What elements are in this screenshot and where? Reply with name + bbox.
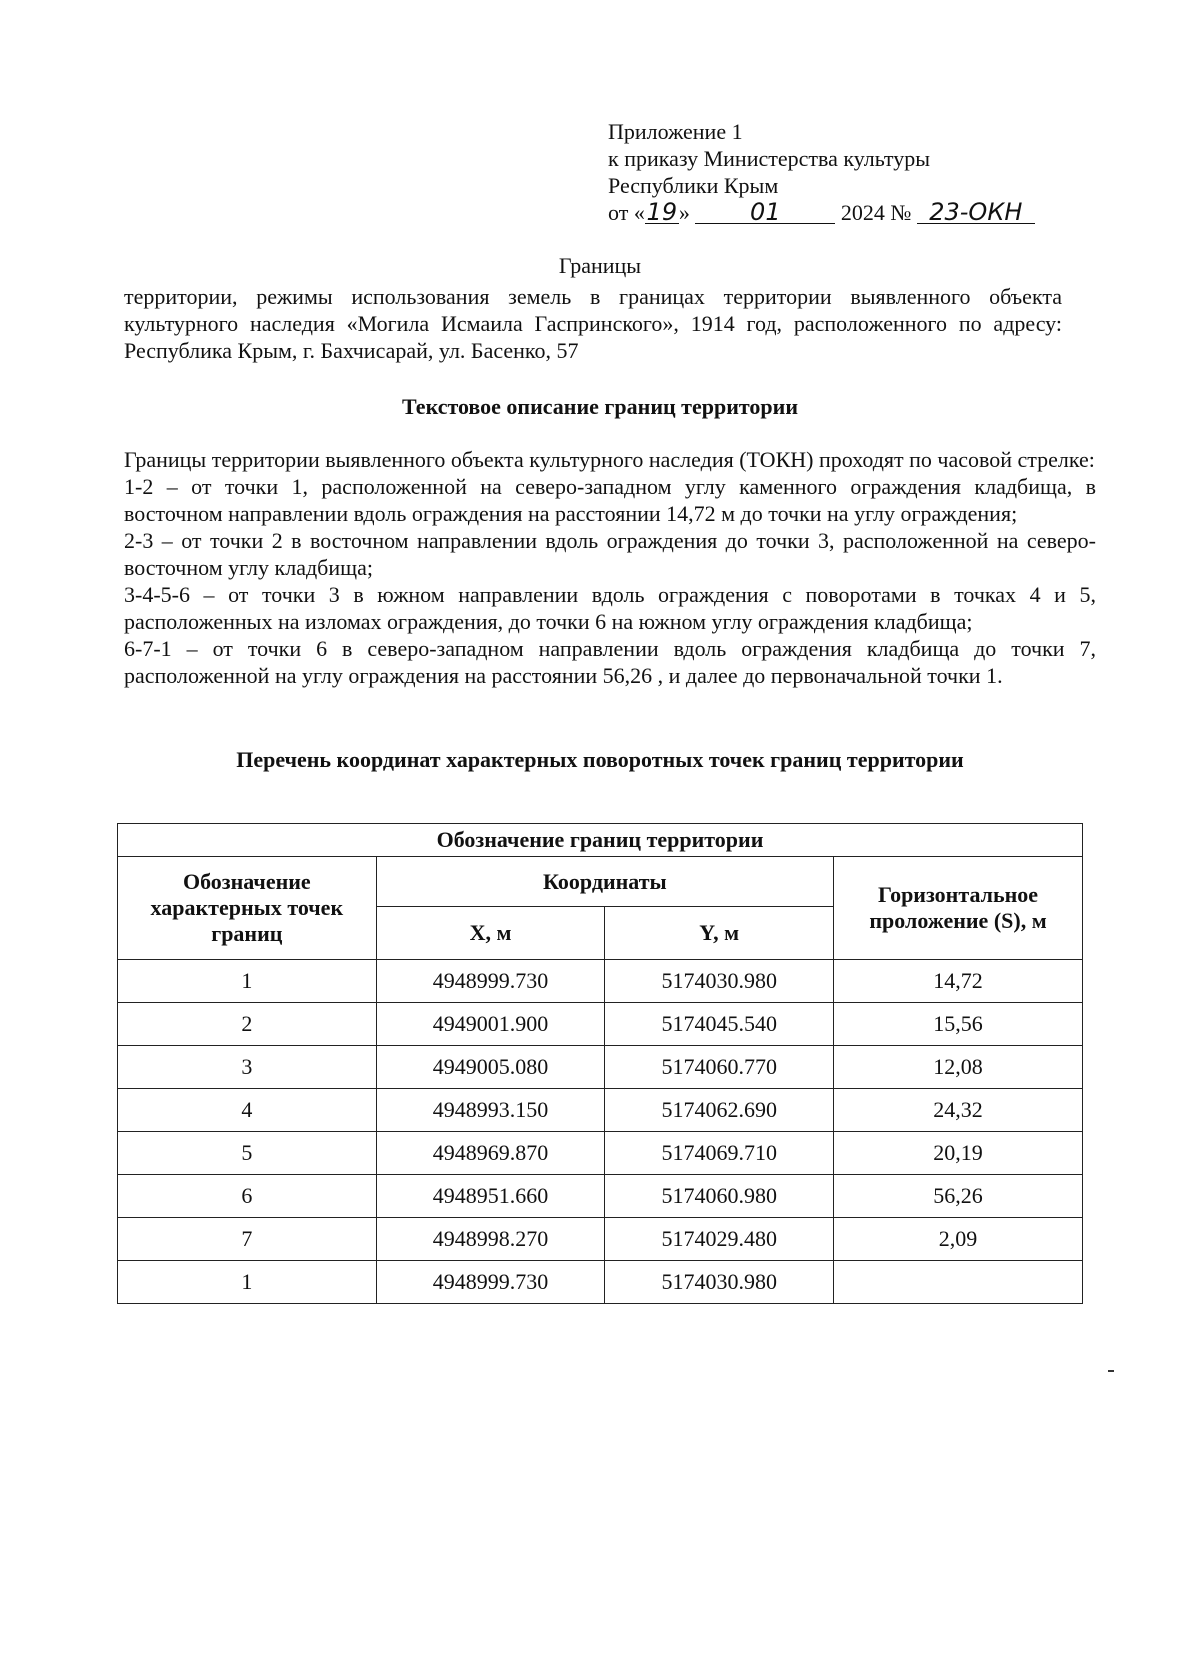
document-title: Границы: [558, 253, 642, 278]
appendix-header: [608, 118, 1035, 226]
cell-point: 1: [118, 1261, 377, 1304]
description-segment-1-2: 1-2 – от точки 1, расположенной на северо-западном углу каменного ограждения кладбища, в восточном направлении вдоль ограждения на расстоянии 14,72 м до точки на углу ограждения;: [124, 474, 1096, 526]
date-prefix: от «: [608, 200, 645, 225]
date-day-suffix: »: [678, 200, 690, 225]
table-row: [118, 960, 1083, 1003]
header-y: Y, м: [605, 907, 834, 960]
cell-distance: 24,32: [834, 1089, 1083, 1132]
cell-x: 4948969.870: [376, 1132, 605, 1175]
boundary-description: [124, 446, 1096, 689]
cell-y: 5174069.710: [605, 1132, 834, 1175]
cell-x: 4948999.730: [376, 960, 605, 1003]
cell-y: 5174029.480: [605, 1218, 834, 1261]
table-row: [118, 1261, 1083, 1304]
handwritten-day: 19: [646, 198, 678, 226]
cell-y: 5174060.980: [605, 1175, 834, 1218]
section-heading-description: Текстовое описание границ территории: [401, 394, 799, 419]
cell-distance: 56,26: [834, 1175, 1083, 1218]
cell-x: 4948999.730: [376, 1261, 605, 1304]
cell-point: 7: [118, 1218, 377, 1261]
cell-point: 3: [118, 1046, 377, 1089]
header-distance: Горизонтальное проложение (S), м: [834, 857, 1083, 960]
table-row: [118, 1089, 1083, 1132]
header-x: X, м: [376, 907, 605, 960]
cell-distance: 14,72: [834, 960, 1083, 1003]
table-caption: Обозначение границ территории: [118, 824, 1083, 857]
handwritten-month: 01: [695, 201, 835, 224]
section-heading-coordinates: Перечень координат характерных поворотных точек границ территории: [236, 747, 964, 772]
header-point: Обозначение характерных точек границ: [118, 857, 377, 960]
cell-y: 5174060.770: [605, 1046, 834, 1089]
description-segment-3-6: 3-4-5-6 – от точки 3 в южном направлении вдоль ограждения с поворотами в точках 4 и 5, расположенных на изломах ограждения, до точки 6 на южном углу ограждения кладбища;: [124, 582, 1096, 634]
cell-point: 4: [118, 1089, 377, 1132]
cell-distance: 12,08: [834, 1046, 1083, 1089]
cell-distance: 15,56: [834, 1003, 1083, 1046]
cell-y: 5174030.980: [605, 1261, 834, 1304]
cell-x: 4948951.660: [376, 1175, 605, 1218]
cell-point: 1: [118, 960, 377, 1003]
table-row: [118, 1218, 1083, 1261]
cell-x: 4948998.270: [376, 1218, 605, 1261]
order-reference: к приказу Министерства культуры: [608, 146, 931, 171]
cell-point: 2: [118, 1003, 377, 1046]
cell-distance: [834, 1261, 1083, 1304]
table-row: [118, 1132, 1083, 1175]
date-year: 2024 №: [840, 200, 912, 225]
cell-y: 5174045.540: [605, 1003, 834, 1046]
order-date-line: [608, 199, 1035, 226]
appendix-label: Приложение 1: [608, 119, 743, 144]
description-intro: Границы территории выявленного объекта культурного наследия (ТОКН) проходят по часовой стрелке:: [124, 447, 1095, 472]
cell-distance: 20,19: [834, 1132, 1083, 1175]
table-row: [118, 1175, 1083, 1218]
scan-artifact: [1108, 1370, 1114, 1372]
cell-point: 5: [118, 1132, 377, 1175]
table-row: [118, 1003, 1083, 1046]
description-segment-6-1: 6-7-1 – от точки 6 в северо-западном направлении вдоль ограждения кладбища до точки 7, расположенной на углу ограждения на расстоянии 56,26 , и далее до первоначальной точки 1.: [124, 636, 1096, 688]
cell-y: 5174062.690: [605, 1089, 834, 1132]
republic-label: Республики Крым: [608, 173, 779, 198]
cell-point: 6: [118, 1175, 377, 1218]
handwritten-order-number: 23-ОКН: [917, 201, 1035, 224]
table-row: [118, 1046, 1083, 1089]
cell-y: 5174030.980: [605, 960, 834, 1003]
coordinates-table: [117, 823, 1083, 1304]
description-segment-2-3: 2-3 – от точки 2 в восточном направлении вдоль ограждения до точки 3, расположенной на северо-восточном углу кладбища;: [124, 528, 1096, 580]
document-subtitle: территории, режимы использования земель в границах территории выявленного объекта культурного наследия «Могила Исмаила Гаспринского», 1914 год, расположенного по адресу: Республика Крым, г. Бахчисарай, ул. Басенко, 57: [124, 284, 1062, 363]
cell-x: 4949001.900: [376, 1003, 605, 1046]
cell-x: 4948993.150: [376, 1089, 605, 1132]
cell-distance: 2,09: [834, 1218, 1083, 1261]
header-coordinates: Координаты: [376, 857, 833, 907]
cell-x: 4949005.080: [376, 1046, 605, 1089]
